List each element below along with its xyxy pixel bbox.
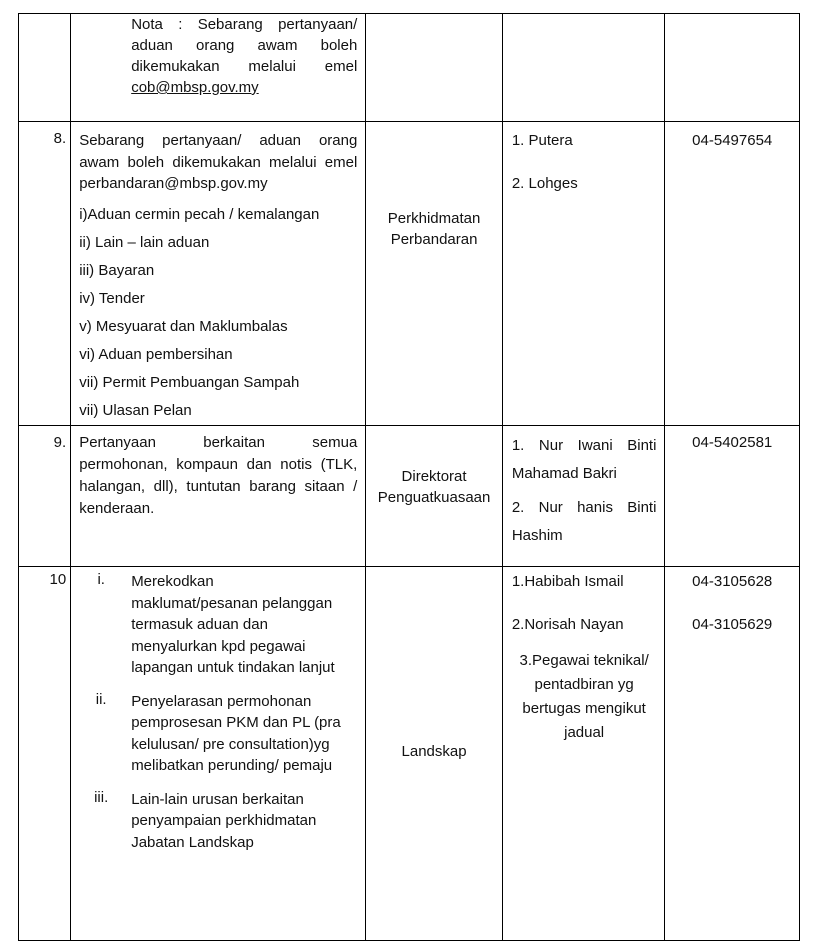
row-number: 10: [19, 567, 71, 941]
phone-cell: [665, 14, 800, 122]
list-item: i)Aduan cermin pecah / kemalangan: [79, 205, 320, 223]
row-8-intro: Sebarang pertanyaan/ aduan orang awam boleh dikemukakan melalui emel perbandaran@mbsp.gov.my: [79, 132, 358, 192]
row-number: 9.: [19, 426, 71, 567]
table-row-10: [19, 567, 800, 941]
list-item: vi) Aduan pembersihan: [79, 345, 233, 363]
item-text: Lain-lain urusan berkaitan penyampaian perkhidmatan Jabatan Landskap: [131, 790, 317, 851]
phone-number: 04-5497654: [692, 132, 773, 149]
list-item: v) Mesyuarat dan Maklumbalas: [79, 317, 288, 335]
contact-cell: [502, 14, 665, 122]
phone-cell: [665, 426, 800, 567]
list-item: iii) Bayaran: [79, 261, 155, 279]
item-number: iii.: [94, 788, 109, 806]
contact-name: 1. Nur Iwani Binti Mahamad Bakri: [511, 437, 657, 482]
department-cell: [366, 14, 503, 122]
list-item: ii) Lain – lain aduan: [79, 233, 210, 251]
contact-name: 1. Putera: [511, 132, 573, 149]
description-cell: [71, 14, 366, 122]
item-text: Penyelarasan permohonan pemprosesan PKM dan PL (pra kelulusan/ pre consultation)yg melibatkan perunding/ pemaju: [131, 692, 341, 774]
item-number: i.: [97, 571, 105, 588]
row-9-description: Pertanyaan berkaitan semua permohonan, kompaun dan notis (TLK, halangan, dll), tuntutan barang sitaan / kenderaan.: [79, 434, 358, 517]
description-cell: [71, 426, 366, 567]
department-cell: [366, 122, 503, 426]
contact-name: 2. Lohges: [511, 175, 578, 192]
department-name: Perkhidmatan Perbandaran: [387, 210, 481, 248]
contact-table: [18, 13, 800, 941]
contact-cell: [502, 122, 665, 426]
description-cell: [71, 567, 366, 941]
list-item: vii) Ulasan Pelan: [79, 401, 192, 419]
table-row-note: [19, 14, 800, 122]
department-cell: [366, 567, 503, 941]
phone-cell: [665, 122, 800, 426]
contact-cell: [502, 567, 665, 941]
department-name: Direktorat Penguatkuasaan: [377, 468, 491, 506]
list-item: [71, 691, 343, 777]
list-item: [71, 789, 343, 854]
item-text: Merekodkan maklumat/pesanan pelanggan termasuk aduan dan menyalurkan kpd pegawai lapangan untuk tindakan lanjut: [131, 573, 335, 676]
note-email-link[interactable]: cob@mbsp.gov.my: [131, 79, 259, 96]
phone-cell: [665, 567, 800, 941]
contact-name: 2.Norisah Nayan: [511, 616, 624, 633]
description-cell: [71, 122, 366, 426]
table-row-9: [19, 426, 800, 567]
phone-number: 04-5402581: [692, 434, 773, 451]
phone-number: 04-3105628: [692, 573, 773, 590]
contact-cell: [502, 426, 665, 567]
row-number-cell: [19, 14, 71, 122]
table-row-8: [19, 122, 800, 426]
list-item: [71, 571, 343, 679]
note-text: Nota : Sebarang pertanyaan/ aduan orang awam boleh dikemukakan melalui emel: [131, 16, 358, 75]
phone-number: 04-3105629: [692, 616, 773, 633]
contact-name: 2. Nur hanis Binti Hashim: [511, 499, 657, 544]
department-cell: [366, 426, 503, 567]
item-number: ii.: [95, 690, 107, 708]
list-item: vii) Permit Pembuangan Sampah: [79, 373, 300, 391]
list-item: iv) Tender: [79, 289, 145, 307]
row-number: 8.: [19, 122, 71, 426]
contact-name: 1.Habibah Ismail: [511, 573, 624, 590]
contact-name: 3.Pegawai teknikal/ pentadbiran yg bertugas mengikut jadual: [519, 652, 649, 741]
department-name: Landskap: [401, 743, 467, 760]
